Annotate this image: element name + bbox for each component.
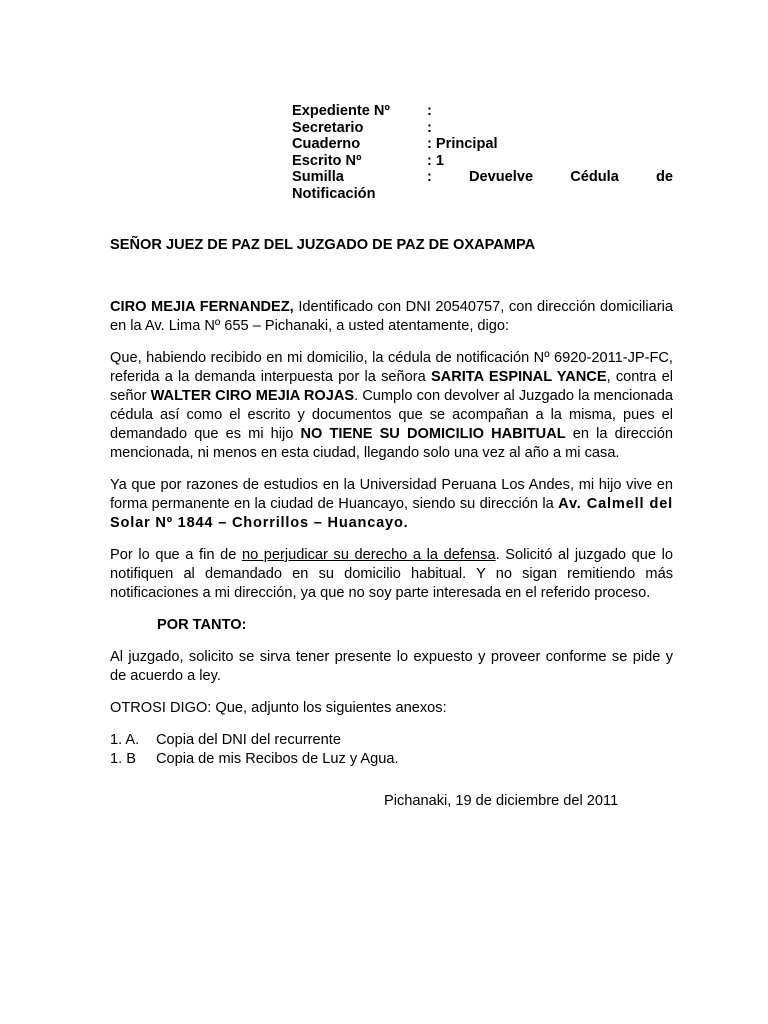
- secretario-label: Secretario: [292, 119, 364, 136]
- return-text-4: en la dirección mencionada, ni menos en esta ciudad, llegando solo una vez al año a mi casa.: [110, 426, 673, 461]
- cuaderno-value: : Principal: [427, 136, 498, 152]
- sumilla-word-2: Cédula: [570, 169, 619, 185]
- list-item: [110, 750, 673, 769]
- case-header: [292, 103, 673, 202]
- defendant-name: WALTER CIRO MEJIA ROJAS: [150, 388, 355, 404]
- expediente-label: Expediente Nº: [292, 103, 390, 119]
- sumilla-value: [427, 169, 673, 186]
- header-row-escrito: [292, 153, 673, 170]
- annex-number: 1. A.: [110, 732, 140, 748]
- escrito-value: : 1: [427, 152, 445, 169]
- applicant-name: CIRO MEJIA FERNANDEZ,: [110, 299, 294, 315]
- paragraph-residence: [110, 476, 673, 533]
- annex-list: [110, 731, 673, 769]
- request-text-2: . Solicitó al juzgado que lo notifiquen al demandado en su domicilio habitual. Y no sigan remitiendo más notificaciones a mi dirección, ya que no soy parte interesada en el referido proceso.: [110, 547, 674, 601]
- secretario-value: :: [427, 119, 432, 136]
- sumilla-line-2: Notificación: [292, 185, 376, 202]
- header-row-expediente: [292, 103, 673, 120]
- annex-number: 1. B: [110, 751, 136, 767]
- cuaderno-label: Cuaderno: [292, 136, 361, 152]
- sumilla-word-3: de: [655, 169, 673, 185]
- document-body: [110, 298, 673, 811]
- annex-text: Copia de mis Recibos de Luz y Agua.: [156, 751, 399, 767]
- return-text-1: Que, habiendo recibido en mi domicilio, la cédula de notificación Nº 6920-2011-JP-FC, referida a la demanda interpuesta por la señora: [110, 350, 673, 385]
- header-row-sumilla-cont: [292, 186, 673, 203]
- identification-text: Identificado con DNI 20540757, con dirección domiciliaria en la Av. Lima Nº 655 – Pichanaki, a usted atentamente, digo:: [110, 299, 673, 334]
- sumilla-word-1: Devuelve: [468, 169, 534, 185]
- annex-text: Copia del DNI del recurrente: [156, 732, 341, 748]
- residence-text: Ya que por razones de estudios en la Universidad Peruana Los Andes, mi hijo vive en forma permanente en la ciudad de Huancayo, siendo su dirección la: [110, 477, 673, 512]
- paragraph-petition: Al juzgado, solicito se sirva tener presente lo expuesto y proveer conforme se pide y de acuerdo a ley.: [110, 649, 673, 684]
- addressee-heading: SEÑOR JUEZ DE PAZ DEL JUZGADO DE PAZ DE OXAPAMPA: [110, 237, 536, 253]
- paragraph-request: [110, 546, 673, 603]
- sumilla-colon: :: [427, 169, 432, 185]
- paragraph-identification: [110, 298, 673, 336]
- expediente-value: :: [427, 103, 432, 119]
- header-row-cuaderno: [292, 136, 673, 153]
- list-item: [110, 731, 673, 750]
- header-row-sumilla: [292, 169, 673, 186]
- place-date: Pichanaki, 19 de diciembre del 2011: [384, 793, 619, 809]
- request-text-1: Por lo que a fin de: [110, 547, 242, 563]
- defense-right-underlined: no perjudicar su derecho a la defensa: [241, 547, 496, 563]
- paragraph-return-notice: [110, 349, 673, 463]
- plaintiff-name: SARITA ESPINAL YANCE: [430, 369, 607, 385]
- no-domicile-emphasis: NO TIENE SU DOMICILIO HABITUAL: [300, 426, 566, 442]
- por-tanto-heading: POR TANTO:: [157, 617, 247, 633]
- residence-address: Av. Calmell del Solar Nº 1844 – Chorrillos – Huancayo.: [110, 496, 673, 531]
- paragraph-otrosi: OTROSI DIGO: Que, adjunto los siguientes anexos:: [110, 700, 447, 716]
- sumilla-label: Sumilla: [292, 169, 344, 185]
- return-text-2: , contra el señor: [110, 369, 673, 404]
- header-row-secretario: [292, 120, 673, 137]
- return-text-3: . Cumplo con devolver al Juzgado la mencionada cédula así como el escrito y documentos que se acompañan a la misma, pues el demandado que es mi hijo: [110, 388, 674, 442]
- escrito-label: Escrito Nº: [292, 152, 362, 169]
